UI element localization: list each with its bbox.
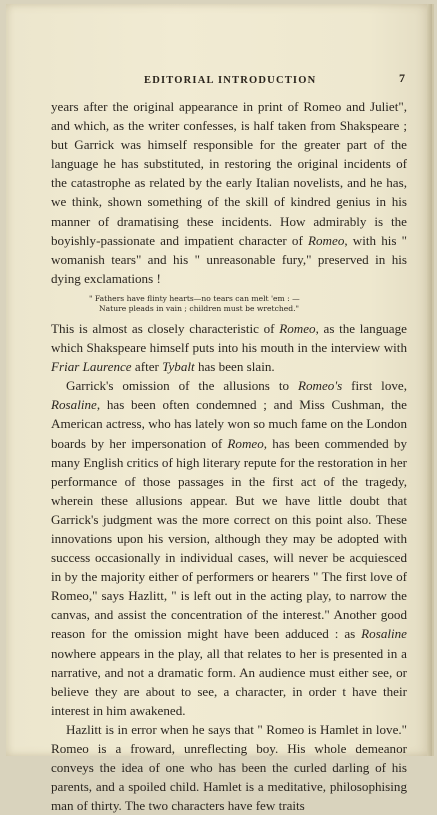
paragraph-continued (51, 97, 407, 288)
quote-line: " Fathers have flinty hearts—no tears can melt 'em : — (89, 293, 300, 303)
quote-line: Nature pleads in vain ; children must be wretched." (99, 304, 299, 314)
paragraph-text: after (134, 359, 159, 375)
paragraph-text: first love, (351, 378, 407, 394)
page-number: 7 (399, 71, 405, 85)
paragraph (51, 376, 407, 720)
verse-quotation (51, 294, 407, 315)
italic-name: Rosaline (51, 397, 97, 413)
italic-name: Tybalt (162, 359, 195, 375)
paragraph-text: , has been often condemned ; and Miss Cushman, the American actress, who has lately won so much fame on the London boards by her impersonation of (51, 397, 407, 451)
paragraph-text: This is almost as closely characteristic of (51, 320, 275, 336)
body-text (51, 97, 407, 815)
paragraph-text: , has been commended by many English critics of high literary repute for the restoration in her performance of those passages in the first act of the tragedy, wherein these allusions appear. But we have little doubt that Garrick's judgment was the more correct on this point also. These innovations upon his version, although they may be adopted with success occasionally in individual cases, will never be acquiesced in by the majority either of performers or hearers " The first love of Romeo," says Hazlitt, " is left out in the acting play, to narrow the canvas, and assist the concentration of the interest." Another good reason for the omission might have been adduced : as (51, 435, 407, 642)
italic-name: Romeo (279, 320, 316, 336)
paragraph-text: , as the language which Shakspeare himself puts into his mouth in the interview with (51, 320, 407, 356)
paragraph-text: Hazlitt is in error when he says that " Romeo is Hamlet in love." Romeo is a froward, unreflecting boy. His whole demeanor conveys the idea of one who has been the curled darling of his parents, and a spoiled child. Hamlet is a meditative, philosophising man of thirty. The two characters have few traits (51, 721, 407, 814)
paragraph-text: nowhere appears in the play, all that relates to her is presented in a narrative, and not a dramatic form. An audience must either see, or believe they are about to see, a character, in order t have their interest in him awakened. (51, 645, 407, 718)
paragraph-text: has been slain. (197, 359, 275, 375)
running-head: EDITORIAL INTRODUCTION (144, 75, 317, 86)
paragraph (51, 319, 407, 376)
italic-name: Friar Laurence (51, 359, 132, 375)
page-edge (427, 4, 432, 756)
paragraph-text: , with his " womanish tears" and his " unreasonable fury," preserved in his dying exclamations ! (51, 232, 407, 286)
paragraph (51, 720, 407, 815)
italic-name: Romeo's (297, 378, 343, 394)
italic-name: Romeo (227, 435, 264, 451)
paragraph-text: Garrick's omission of the allusions to (66, 378, 290, 394)
italic-name: Romeo (308, 232, 345, 248)
paragraph-text: years after the original appearance in print of Romeo and Juliet", and which, as the writer confesses, is half taken from Shakspeare ; but Garrick was himself responsible for the greater part of the language he has substituted, in restoring the original incidents of the catastrophe as related by the early Italian novelists, and he has, we think, shown something of the skill of kindred genius in his manner of dramatising these incidents. How admirably is the boyishly-passionate and impatient character of (51, 99, 407, 248)
book-page (6, 4, 434, 814)
italic-name: Rosaline (361, 626, 407, 642)
